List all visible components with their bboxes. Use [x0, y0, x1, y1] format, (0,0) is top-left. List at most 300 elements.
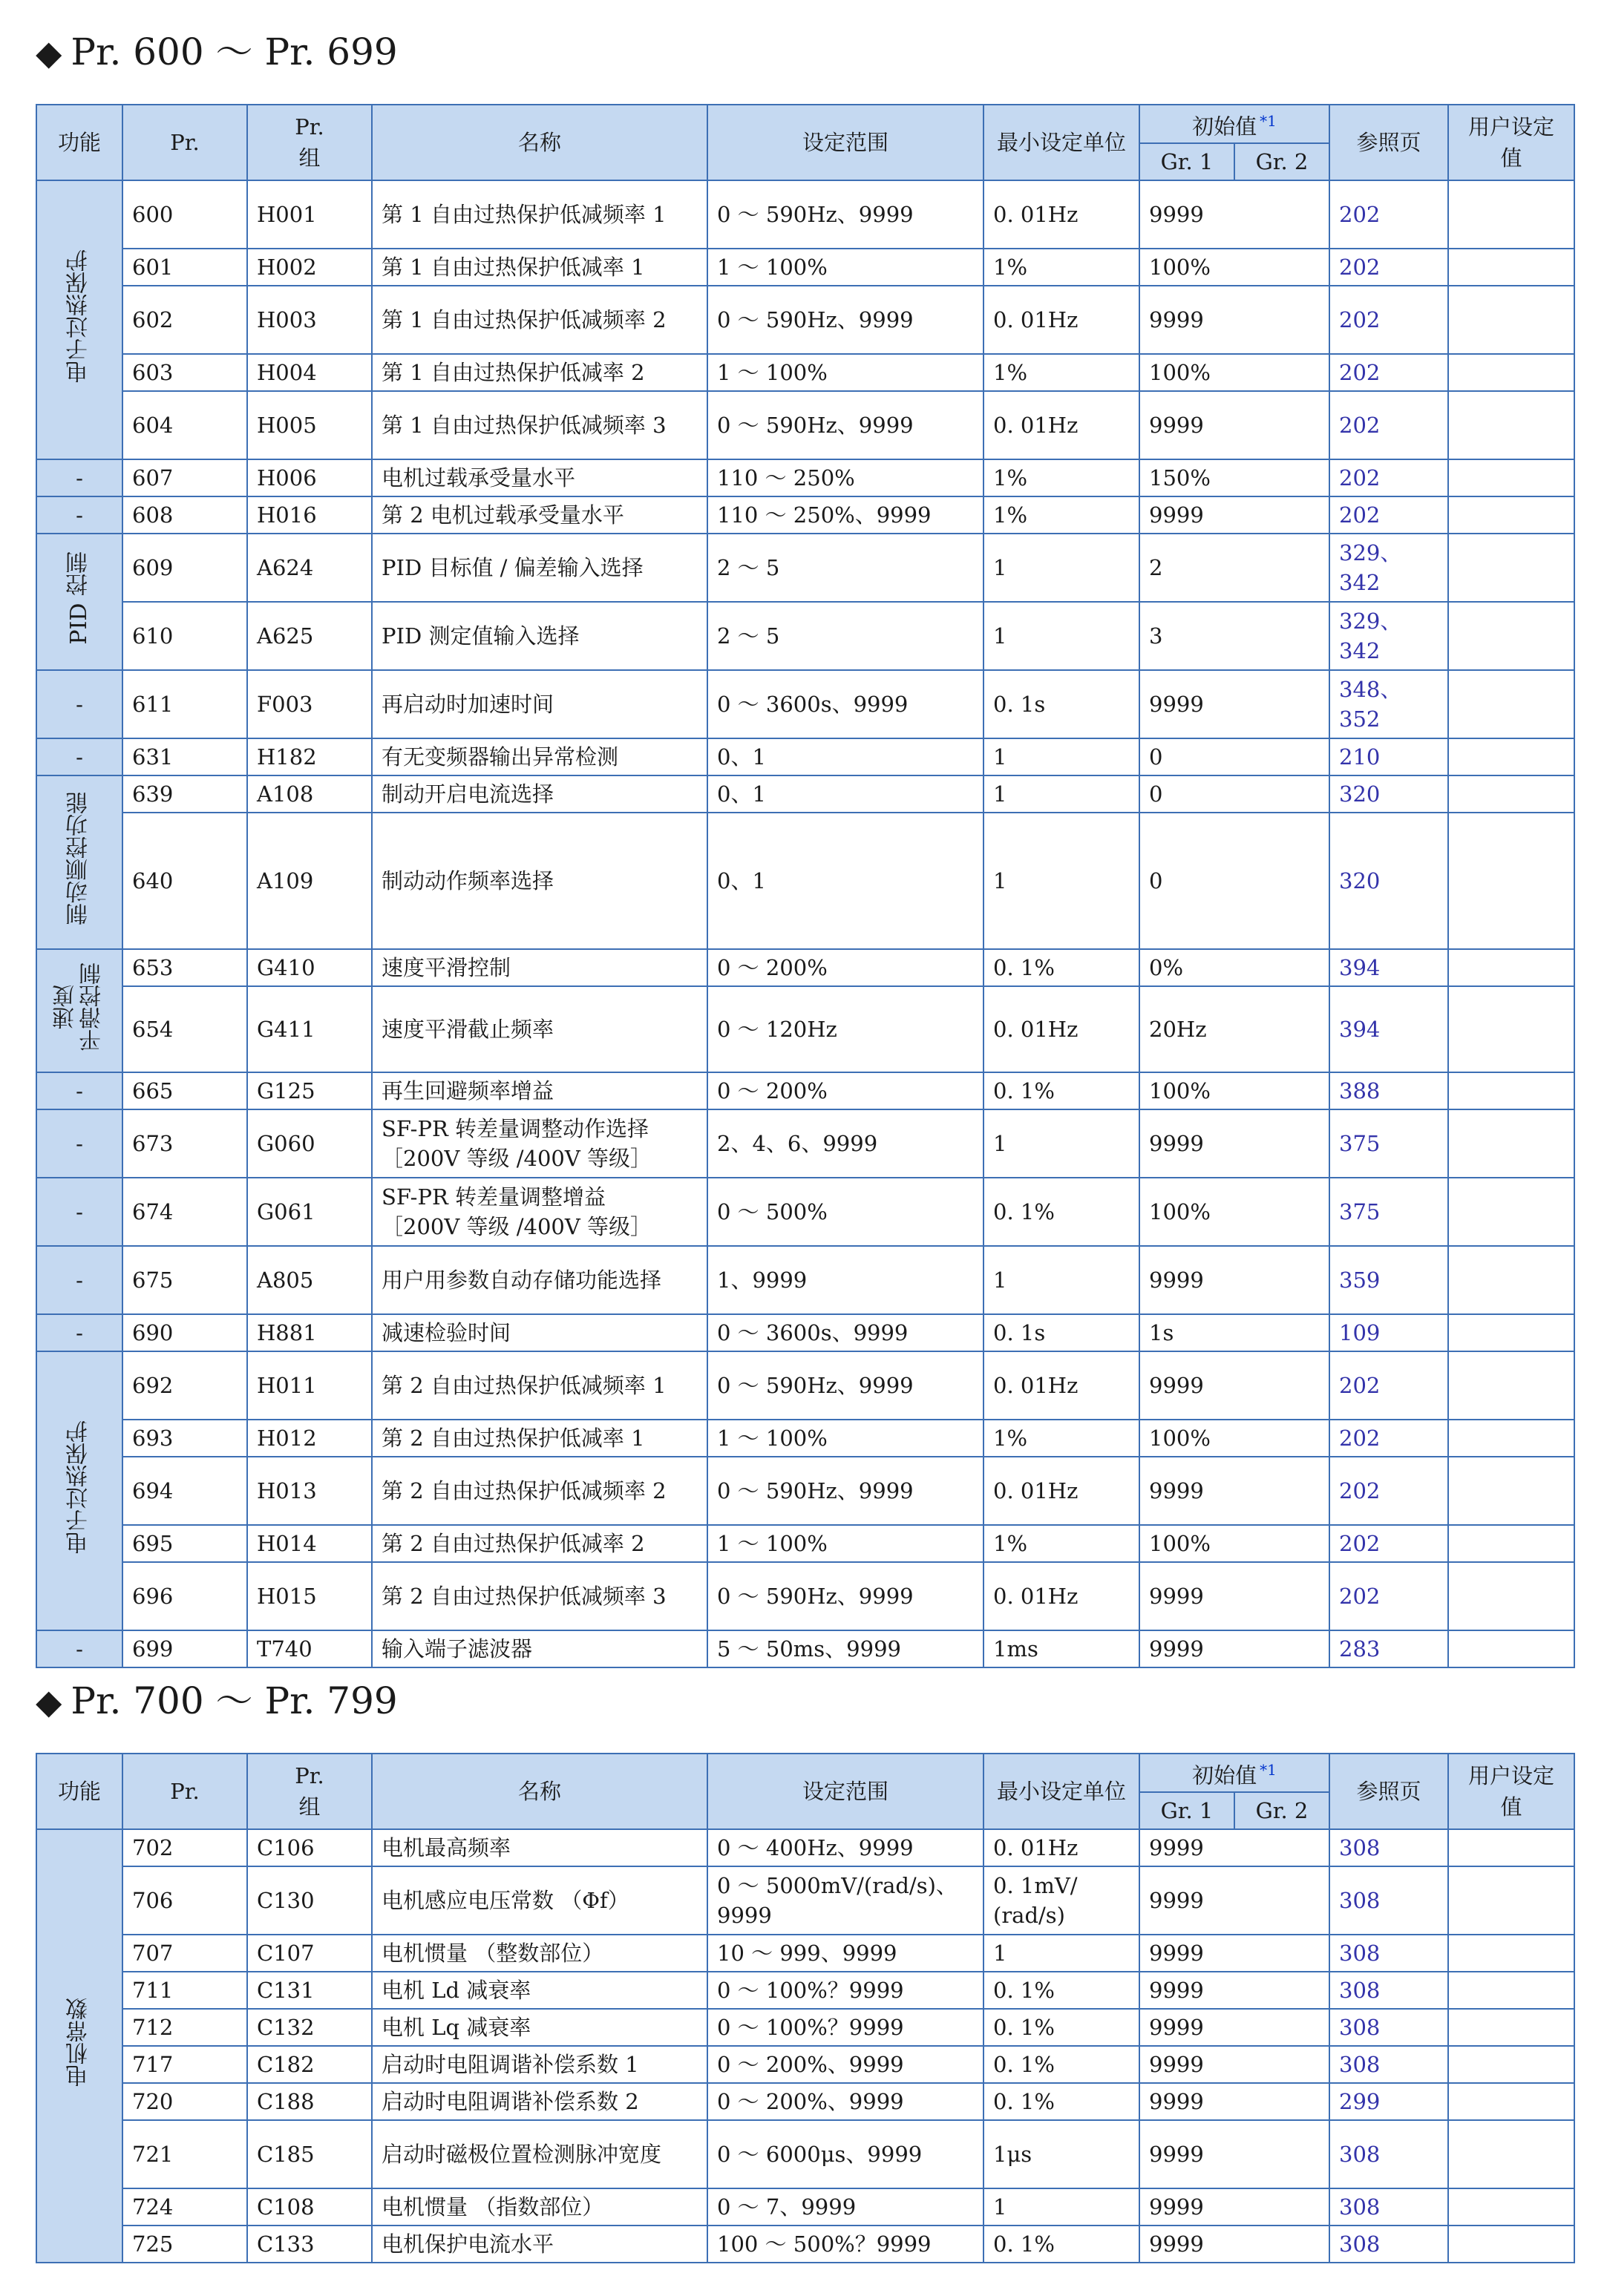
- header-ref-page: 参照页: [1329, 1754, 1448, 1829]
- ref-page-link[interactable]: 202: [1329, 1525, 1448, 1562]
- user-setting-cell[interactable]: [1448, 391, 1574, 459]
- parameter-name: SF-PR 转差量调整动作选择 ［200V 等级 /400V 等级］: [372, 1109, 707, 1178]
- function-cell: -: [36, 1630, 122, 1667]
- initial-value: 9999: [1139, 1866, 1329, 1935]
- table-row: [36, 1178, 1574, 1246]
- user-setting-cell[interactable]: [1448, 1972, 1574, 2009]
- table-row: [36, 1351, 1574, 1420]
- table-row: [36, 986, 1574, 1072]
- pr-group: A109: [247, 813, 372, 949]
- parameter-name: 第 2 自由过热保护低减率 2: [372, 1525, 707, 1562]
- min-setting-unit: 0. 01Hz: [983, 1829, 1139, 1866]
- header-pr: Pr.: [122, 1754, 247, 1829]
- setting-range: 0 ～ 100%？9999: [707, 2009, 983, 2046]
- function-cell: -: [36, 738, 122, 775]
- initial-value: 9999: [1139, 180, 1329, 249]
- min-setting-unit: 1%: [983, 249, 1139, 286]
- ref-page-link[interactable]: 329、 342: [1329, 602, 1448, 670]
- header-initial-value: 初始值 $^{*1}$: [1139, 105, 1329, 143]
- pr-number: 610: [122, 602, 247, 670]
- ref-page-link[interactable]: 359: [1329, 1246, 1448, 1314]
- ref-page-link[interactable]: 308: [1329, 1972, 1448, 2009]
- ref-page-link[interactable]: 348、 352: [1329, 670, 1448, 738]
- initial-value: 9999: [1139, 1630, 1329, 1667]
- min-setting-unit: 0. 1%: [983, 2009, 1139, 2046]
- user-setting-cell[interactable]: [1448, 949, 1574, 986]
- user-setting-cell[interactable]: [1448, 738, 1574, 775]
- user-setting-cell[interactable]: [1448, 1935, 1574, 1972]
- min-setting-unit: 1: [983, 738, 1139, 775]
- user-setting-cell[interactable]: [1448, 286, 1574, 354]
- parameter-name: 启动时电阻调谐补偿系数 2: [372, 2083, 707, 2120]
- pr-group: C188: [247, 2083, 372, 2120]
- initial-value: 9999: [1139, 2083, 1329, 2120]
- ref-page-link[interactable]: 202: [1329, 391, 1448, 459]
- parameter-name: 第 1 自由过热保护低减率 1: [372, 249, 707, 286]
- user-setting-cell[interactable]: [1448, 1314, 1574, 1351]
- initial-value: 9999: [1139, 391, 1329, 459]
- setting-range: 10 ～ 999、9999: [707, 1935, 983, 1972]
- setting-range: 0 ～ 590Hz、9999: [707, 1562, 983, 1630]
- user-setting-cell[interactable]: [1448, 180, 1574, 249]
- table-row: [36, 180, 1574, 249]
- parameter-name: 电机惯量 （整数部位）: [372, 1935, 707, 1972]
- min-setting-unit: 0. 1%: [983, 1178, 1139, 1246]
- user-setting-cell[interactable]: [1448, 534, 1574, 602]
- table-row: [36, 249, 1574, 286]
- initial-value: 9999: [1139, 1457, 1329, 1525]
- function-cell: -: [36, 459, 122, 496]
- pr-number: 600: [122, 180, 247, 249]
- pr-number: 693: [122, 1420, 247, 1457]
- pr-number: 603: [122, 354, 247, 391]
- min-setting-unit: 0. 1%: [983, 2226, 1139, 2263]
- ref-page-link[interactable]: 308: [1329, 2009, 1448, 2046]
- parameter-name: 第 1 自由过热保护低减频率 1: [372, 180, 707, 249]
- setting-range: 110 ～ 250%: [707, 459, 983, 496]
- pr-number: 707: [122, 1935, 247, 1972]
- table-row: [36, 286, 1574, 354]
- pr-number: 706: [122, 1866, 247, 1935]
- min-setting-unit: 0. 1%: [983, 2083, 1139, 2120]
- table-row: [36, 2083, 1574, 2120]
- ref-page-link[interactable]: 202: [1329, 1420, 1448, 1457]
- ref-page-link[interactable]: 375: [1329, 1178, 1448, 1246]
- pr-number: 602: [122, 286, 247, 354]
- user-setting-cell[interactable]: [1448, 496, 1574, 534]
- pr-number: 694: [122, 1457, 247, 1525]
- user-setting-cell[interactable]: [1448, 813, 1574, 949]
- pr-group: C131: [247, 1972, 372, 2009]
- pr-number: 696: [122, 1562, 247, 1630]
- ref-page-link[interactable]: 202: [1329, 249, 1448, 286]
- min-setting-unit: 0. 1%: [983, 2046, 1139, 2083]
- user-setting-cell[interactable]: [1448, 2226, 1574, 2263]
- ref-page-link[interactable]: 308: [1329, 2120, 1448, 2188]
- header-min-unit: 最小设定单位: [983, 1754, 1139, 1829]
- min-setting-unit: 1%: [983, 496, 1139, 534]
- initial-value: 9999: [1139, 1829, 1329, 1866]
- ref-page-link[interactable]: 202: [1329, 1562, 1448, 1630]
- pr-group: H006: [247, 459, 372, 496]
- user-setting-cell[interactable]: [1448, 1866, 1574, 1935]
- user-setting-cell[interactable]: [1448, 1829, 1574, 1866]
- initial-value: 9999: [1139, 2046, 1329, 2083]
- setting-range: 0 ～ 200%: [707, 949, 983, 986]
- user-setting-cell[interactable]: [1448, 2046, 1574, 2083]
- table-row: [36, 602, 1574, 670]
- min-setting-unit: 1: [983, 2188, 1139, 2226]
- ref-page-link[interactable]: 202: [1329, 180, 1448, 249]
- pr-group: C182: [247, 2046, 372, 2083]
- header-gr2: Gr. 2: [1234, 1792, 1329, 1829]
- initial-value: 9999: [1139, 2120, 1329, 2188]
- setting-range: 2 ～ 5: [707, 534, 983, 602]
- initial-value: 9999: [1139, 1935, 1329, 1972]
- setting-range: 0 ～ 120Hz: [707, 986, 983, 1072]
- min-setting-unit: 1: [983, 775, 1139, 813]
- ref-page-link[interactable]: 388: [1329, 1072, 1448, 1109]
- ref-page-link[interactable]: 202: [1329, 1351, 1448, 1420]
- function-cell: -: [36, 496, 122, 534]
- setting-range: 1 ～ 100%: [707, 354, 983, 391]
- pr-group: H013: [247, 1457, 372, 1525]
- ref-page-link[interactable]: 202: [1329, 354, 1448, 391]
- ref-page-link[interactable]: 394: [1329, 949, 1448, 986]
- ref-page-link[interactable]: 210: [1329, 738, 1448, 775]
- parameter-name: 第 1 自由过热保护低减频率 3: [372, 391, 707, 459]
- parameter-name: 电机过载承受量水平: [372, 459, 707, 496]
- header-initial-value: 初始值 $^{*1}$: [1139, 1754, 1329, 1792]
- parameter-name: 再启动时加速时间: [372, 670, 707, 738]
- user-setting-cell[interactable]: [1448, 1351, 1574, 1420]
- parameter-table-700: [36, 1753, 1575, 2263]
- header-pr: Pr.: [122, 105, 247, 180]
- user-setting-cell[interactable]: [1448, 986, 1574, 1072]
- parameter-name: 启动时电阻调谐补偿系数 1: [372, 2046, 707, 2083]
- header-func: 功能: [36, 105, 122, 180]
- setting-range: 0 ～ 3600s、9999: [707, 1314, 983, 1351]
- ref-page-link[interactable]: 202: [1329, 286, 1448, 354]
- min-setting-unit: 0. 01Hz: [983, 391, 1139, 459]
- parameter-name: PID 测定值输入选择: [372, 602, 707, 670]
- ref-page-link[interactable]: 308: [1329, 2226, 1448, 2263]
- header-range: 设定范围: [707, 105, 983, 180]
- parameter-name: 第 2 自由过热保护低减频率 2: [372, 1457, 707, 1525]
- header-func: 功能: [36, 1754, 122, 1829]
- min-setting-unit: 1: [983, 813, 1139, 949]
- user-setting-cell[interactable]: [1448, 2120, 1574, 2188]
- initial-value: 9999: [1139, 1351, 1329, 1420]
- min-setting-unit: 0. 01Hz: [983, 1562, 1139, 1630]
- header-user-setting: 用户设定值: [1448, 1754, 1574, 1829]
- initial-value: 100%: [1139, 1420, 1329, 1457]
- user-setting-cell[interactable]: [1448, 1246, 1574, 1314]
- pr-number: 711: [122, 1972, 247, 2009]
- table-row: [36, 2120, 1574, 2188]
- footnote-mark: *1: [1260, 1761, 1277, 1779]
- table-row: [36, 738, 1574, 775]
- header-range: 设定范围: [707, 1754, 983, 1829]
- user-setting-cell[interactable]: [1448, 602, 1574, 670]
- parameter-name: 速度平滑控制: [372, 949, 707, 986]
- min-setting-unit: 1: [983, 1109, 1139, 1178]
- function-group-label: 电子过热保护: [36, 1351, 122, 1630]
- pr-number: 702: [122, 1829, 247, 1866]
- initial-value: 0: [1139, 775, 1329, 813]
- user-setting-cell[interactable]: [1448, 1562, 1574, 1630]
- header-min-unit: 最小设定单位: [983, 105, 1139, 180]
- parameter-name: 第 2 电机过载承受量水平: [372, 496, 707, 534]
- pr-number: 699: [122, 1630, 247, 1667]
- pr-group: H011: [247, 1351, 372, 1420]
- function-cell: -: [36, 670, 122, 738]
- initial-value: 0: [1139, 813, 1329, 949]
- initial-value: 100%: [1139, 354, 1329, 391]
- pr-group: C108: [247, 2188, 372, 2226]
- parameter-name: 第 2 自由过热保护低减率 1: [372, 1420, 707, 1457]
- initial-value: 9999: [1139, 670, 1329, 738]
- min-setting-unit: 1%: [983, 1525, 1139, 1562]
- parameter-name: 第 1 自由过热保护低减率 2: [372, 354, 707, 391]
- user-setting-cell[interactable]: [1448, 1457, 1574, 1525]
- initial-value: 100%: [1139, 1072, 1329, 1109]
- table-row: [36, 2009, 1574, 2046]
- function-cell: -: [36, 1246, 122, 1314]
- table-row: [36, 1246, 1574, 1314]
- setting-range: 0、1: [707, 813, 983, 949]
- pr-number: 609: [122, 534, 247, 602]
- parameter-name: 有无变频器输出异常检测: [372, 738, 707, 775]
- table-row: [36, 670, 1574, 738]
- pr-number: 712: [122, 2009, 247, 2046]
- function-cell: -: [36, 1178, 122, 1246]
- min-setting-unit: 1: [983, 534, 1139, 602]
- pr-number: 607: [122, 459, 247, 496]
- header-group: Pr. 组: [247, 1754, 372, 1829]
- pr-group: A625: [247, 602, 372, 670]
- table-row: [36, 496, 1574, 534]
- pr-number: 721: [122, 2120, 247, 2188]
- pr-number: 674: [122, 1178, 247, 1246]
- user-setting-cell[interactable]: [1448, 1420, 1574, 1457]
- table-row: [36, 1630, 1574, 1667]
- setting-range: 0 ～ 5000mV/(rad/s)、 9999: [707, 1866, 983, 1935]
- parameter-name: 第 2 自由过热保护低减频率 3: [372, 1562, 707, 1630]
- ref-page-link[interactable]: 308: [1329, 2188, 1448, 2226]
- user-setting-cell[interactable]: [1448, 459, 1574, 496]
- ref-page-link[interactable]: 202: [1329, 1457, 1448, 1525]
- pr-number: 675: [122, 1246, 247, 1314]
- pr-group: A624: [247, 534, 372, 602]
- ref-page-link[interactable]: 320: [1329, 813, 1448, 949]
- min-setting-unit: 0. 1%: [983, 1072, 1139, 1109]
- setting-range: 5 ～ 50ms、9999: [707, 1630, 983, 1667]
- min-setting-unit: 1%: [983, 354, 1139, 391]
- initial-value: 9999: [1139, 2226, 1329, 2263]
- user-setting-cell[interactable]: [1448, 775, 1574, 813]
- setting-range: 0 ～ 400Hz、9999: [707, 1829, 983, 1866]
- table-row: [36, 1457, 1574, 1525]
- pr-number: 639: [122, 775, 247, 813]
- user-setting-cell[interactable]: [1448, 2009, 1574, 2046]
- ref-page-link[interactable]: 308: [1329, 2046, 1448, 2083]
- min-setting-unit: 0. 1%: [983, 1972, 1139, 2009]
- initial-value: 9999: [1139, 1562, 1329, 1630]
- initial-value: 100%: [1139, 249, 1329, 286]
- user-setting-cell[interactable]: [1448, 2083, 1574, 2120]
- min-setting-unit: 0. 01Hz: [983, 1457, 1139, 1525]
- table-row: [36, 1072, 1574, 1109]
- setting-range: 1、9999: [707, 1246, 983, 1314]
- min-setting-unit: 0. 1mV/ (rad/s): [983, 1866, 1139, 1935]
- initial-value: 150%: [1139, 459, 1329, 496]
- ref-page-link[interactable]: 308: [1329, 1935, 1448, 1972]
- footnote-mark: *1: [1260, 112, 1277, 130]
- ref-page-link[interactable]: 299: [1329, 2083, 1448, 2120]
- table-row: [36, 813, 1574, 949]
- header-gr1: Gr. 1: [1139, 143, 1234, 180]
- ref-page-link[interactable]: 320: [1329, 775, 1448, 813]
- parameter-name: 电机感应电压常数 （Φf）: [372, 1866, 707, 1935]
- parameter-name: 第 2 自由过热保护低减频率 1: [372, 1351, 707, 1420]
- table-row: [36, 459, 1574, 496]
- pr-group: H005: [247, 391, 372, 459]
- pr-group: G125: [247, 1072, 372, 1109]
- ref-page-link[interactable]: 283: [1329, 1630, 1448, 1667]
- pr-number: 690: [122, 1314, 247, 1351]
- pr-group: H014: [247, 1525, 372, 1562]
- setting-range: 0、1: [707, 738, 983, 775]
- pr-group: C107: [247, 1935, 372, 1972]
- table-row: [36, 354, 1574, 391]
- ref-page-link[interactable]: 329、 342: [1329, 534, 1448, 602]
- parameter-name: 电机 Lq 减衰率: [372, 2009, 707, 2046]
- user-setting-cell[interactable]: [1448, 1109, 1574, 1178]
- table-row: [36, 1314, 1574, 1351]
- user-setting-cell[interactable]: [1448, 1525, 1574, 1562]
- pr-number: 692: [122, 1351, 247, 1420]
- min-setting-unit: 1: [983, 602, 1139, 670]
- pr-group: G060: [247, 1109, 372, 1178]
- diamond-bullet-icon: ◆: [36, 1682, 62, 1722]
- initial-value: 1s: [1139, 1314, 1329, 1351]
- ref-page-link[interactable]: 202: [1329, 459, 1448, 496]
- ref-page-link[interactable]: 308: [1329, 1829, 1448, 1866]
- ref-page-link[interactable]: 308: [1329, 1866, 1448, 1935]
- pr-number: 601: [122, 249, 247, 286]
- table-row: [36, 2046, 1574, 2083]
- setting-range: 0 ～ 500%: [707, 1178, 983, 1246]
- user-setting-cell[interactable]: [1448, 249, 1574, 286]
- initial-value: 3: [1139, 602, 1329, 670]
- user-setting-cell[interactable]: [1448, 1178, 1574, 1246]
- setting-range: 1 ～ 100%: [707, 249, 983, 286]
- pr-group: H002: [247, 249, 372, 286]
- setting-range: 0、1: [707, 775, 983, 813]
- setting-range: 0 ～ 7、9999: [707, 2188, 983, 2226]
- initial-value: 9999: [1139, 1246, 1329, 1314]
- pr-group: F003: [247, 670, 372, 738]
- initial-value: 100%: [1139, 1178, 1329, 1246]
- user-setting-cell[interactable]: [1448, 354, 1574, 391]
- ref-page-link[interactable]: 202: [1329, 496, 1448, 534]
- user-setting-cell[interactable]: [1448, 670, 1574, 738]
- table-row: [36, 775, 1574, 813]
- parameter-name: 电机最高频率: [372, 1829, 707, 1866]
- pr-group: G410: [247, 949, 372, 986]
- table-row: [36, 2188, 1574, 2226]
- pr-group: C106: [247, 1829, 372, 1866]
- ref-page-link[interactable]: 109: [1329, 1314, 1448, 1351]
- setting-range: 2 ～ 5: [707, 602, 983, 670]
- function-group-label: PID 控制: [36, 534, 122, 670]
- initial-value: 9999: [1139, 1972, 1329, 2009]
- pr-number: 695: [122, 1525, 247, 1562]
- initial-value: 9999: [1139, 1109, 1329, 1178]
- setting-range: 1 ～ 100%: [707, 1525, 983, 1562]
- table-row: [36, 2226, 1574, 2263]
- setting-range: 0 ～ 3600s、9999: [707, 670, 983, 738]
- pr-number: 665: [122, 1072, 247, 1109]
- pr-group: H001: [247, 180, 372, 249]
- user-setting-cell[interactable]: [1448, 2188, 1574, 2226]
- parameter-name: 启动时磁极位置检测脉冲宽度: [372, 2120, 707, 2188]
- min-setting-unit: 1: [983, 1246, 1139, 1314]
- pr-number: 640: [122, 813, 247, 949]
- ref-page-link[interactable]: 375: [1329, 1109, 1448, 1178]
- table-row: [36, 1420, 1574, 1457]
- setting-range: 0 ～ 590Hz、9999: [707, 1457, 983, 1525]
- diamond-bullet-icon: ◆: [36, 33, 62, 73]
- setting-range: 0 ～ 590Hz、9999: [707, 1351, 983, 1420]
- pr-number: 653: [122, 949, 247, 986]
- ref-page-link[interactable]: 394: [1329, 986, 1448, 1072]
- section-title-700: ◆ Pr. 700 ～ Pr. 799: [36, 1679, 398, 1722]
- header-ref-page: 参照页: [1329, 105, 1448, 180]
- setting-range: 0 ～ 590Hz、9999: [707, 180, 983, 249]
- pr-group: H016: [247, 496, 372, 534]
- pr-group: C133: [247, 2226, 372, 2263]
- initial-value: 0: [1139, 738, 1329, 775]
- initial-value: 20Hz: [1139, 986, 1329, 1072]
- table-row: [36, 1525, 1574, 1562]
- pr-group: H003: [247, 286, 372, 354]
- setting-range: 0 ～ 200%: [707, 1072, 983, 1109]
- user-setting-cell[interactable]: [1448, 1072, 1574, 1109]
- function-cell: -: [36, 1314, 122, 1351]
- header-gr2: Gr. 2: [1234, 143, 1329, 180]
- setting-range: 2、4、6、9999: [707, 1109, 983, 1178]
- table-row: [36, 949, 1574, 986]
- min-setting-unit: 0. 01Hz: [983, 1351, 1139, 1420]
- parameter-name: PID 目标值 / 偏差输入选择: [372, 534, 707, 602]
- parameter-name: 电机 Ld 减衰率: [372, 1972, 707, 2009]
- pr-number: 724: [122, 2188, 247, 2226]
- initial-value: 9999: [1139, 2009, 1329, 2046]
- table-row: [36, 534, 1574, 602]
- function-group-label: 电子过热保护: [36, 180, 122, 459]
- min-setting-unit: 1ms: [983, 1630, 1139, 1667]
- min-setting-unit: 0. 1%: [983, 949, 1139, 986]
- table-row: [36, 1972, 1574, 2009]
- pr-number: 604: [122, 391, 247, 459]
- table-row: [36, 391, 1574, 459]
- pr-group: C132: [247, 2009, 372, 2046]
- user-setting-cell[interactable]: [1448, 1630, 1574, 1667]
- min-setting-unit: 1μs: [983, 2120, 1139, 2188]
- pr-group: H182: [247, 738, 372, 775]
